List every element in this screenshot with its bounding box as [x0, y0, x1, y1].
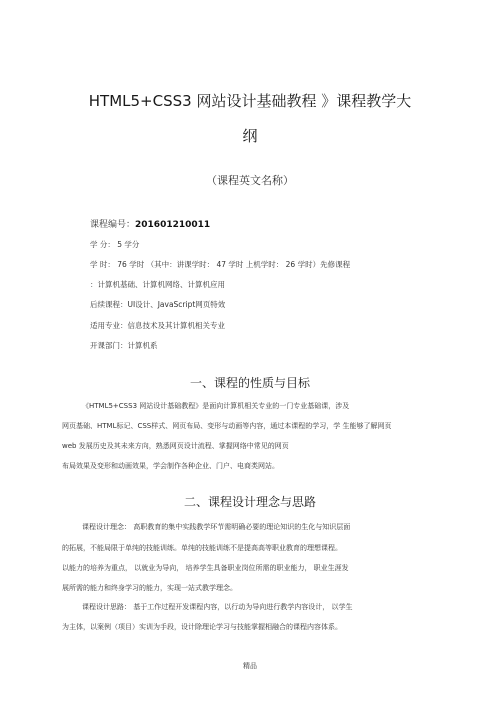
section1-line: 布局效果及变形和动画效果，学会制作各种企业、门户、电商类网站。 [62, 462, 279, 470]
section2-para1-line: 的拓展，不能局限于单纯的技能训练。单纯的技能训练不是提高高等职业教育的理想课程。 [62, 544, 342, 552]
section2-para2-line: 课程设计思路： 基于工作过程开发课程内容，以行动为导向进行教学内容设计， 以学生 [82, 603, 353, 611]
course-code-label: 课程编号： [90, 220, 136, 230]
course-code [90, 217, 210, 230]
course-code-value: 201601210011 [135, 220, 211, 230]
course-department: 开课部门：计算机系 [90, 341, 158, 350]
course-english-name: （课程英文名称） [206, 174, 294, 187]
course-credit: 学 分： 5 学分 [90, 240, 140, 249]
section1-line: 网页基础、HTML标记、CSS样式、网页布局、变形与动画等内容，通过本课程的学习，学 生能够了解网页 [62, 422, 392, 430]
section1-line: 《HTML5+CSS3 网站设计基础教程》是面向计算机相关专业的一门专业基础课，涉及 [82, 402, 350, 410]
course-follow-up: 后续课程：UI设计、JavaScript网页特效 [90, 300, 226, 309]
section1-line: web 发展历史及其未来方向，熟悉网页设计流程、掌握网络中常见的网页 [62, 442, 289, 450]
section2-para2-line: 为主体，以案例（项目）实训为手段，设计除理论学习与技能掌握相融合的课程内容体系。 [62, 623, 342, 631]
section2-para1-line: 课程设计理念： 高职教育的集中实践教学环节需明确必要的理论知识的生化与知识层面 [82, 523, 351, 531]
section2-para1-line: 展所需的能力和终身学习的能力，实现一站式教学理念。 [62, 584, 237, 592]
section2-heading: 二、课程设计理念与思路 [183, 495, 316, 509]
section1-heading: 一、课程的性质与目标 [189, 376, 310, 390]
page-footer: 精品 [243, 662, 257, 670]
document-title-line1: HTML5+CSS3 网站设计基础教程 》课程教学大 [88, 92, 412, 110]
course-prerequisites: ：计算机基础、计算机网络、计算机应用 [90, 280, 225, 289]
document-title-line2: 纲 [242, 127, 258, 145]
course-hours: 学 时： 76 学时 （其中：讲课学时： 47 学时 上机学时： 26 学时）先修课程 [90, 260, 351, 269]
section2-para1-line: 以能力的培养为重点， 以就业为导向， 培养学生具备职业岗位所需的职业能力， 职业生涯发 [62, 564, 349, 572]
course-major: 适用专业：信息技术及其计算机相关专业 [90, 321, 225, 330]
